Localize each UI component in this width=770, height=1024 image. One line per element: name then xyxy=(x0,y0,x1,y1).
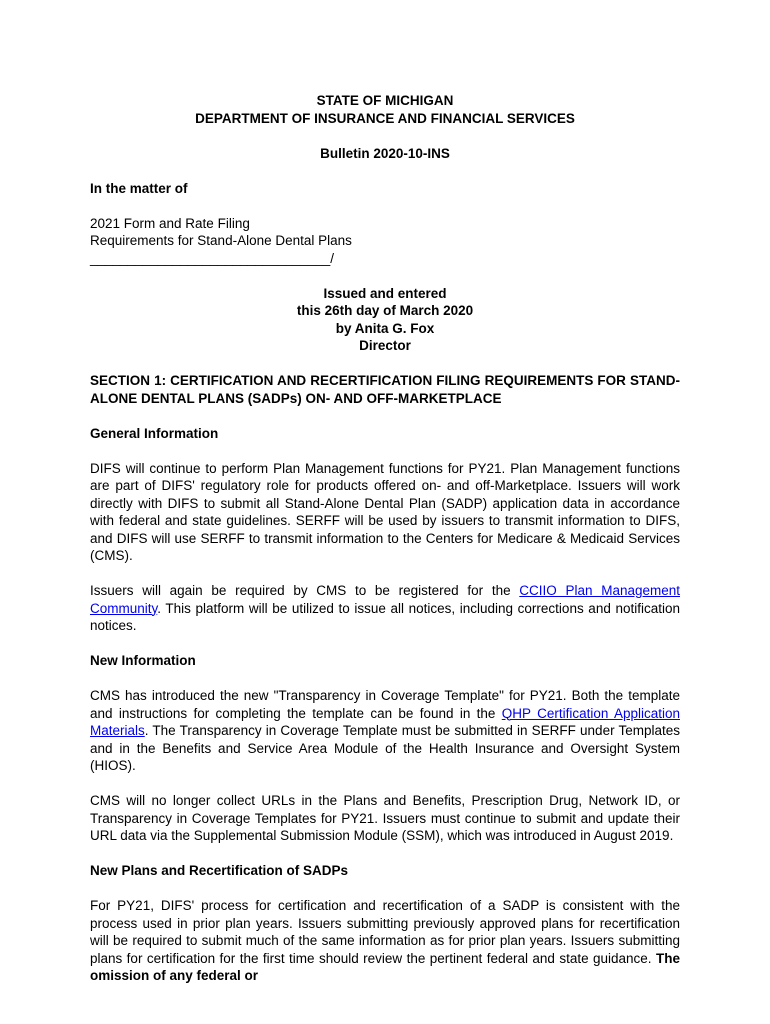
text-run: Issuers will again be required by CMS to be registered for the xyxy=(90,583,520,598)
text-run: . The Transparency in Coverage Template must be submitted in SERFF under Templates and in the Benefits and Service Area Module of the Health Insurance and Oversight System (HIOS). xyxy=(90,723,680,773)
matter-rule-line: ________________________________/ xyxy=(90,250,335,266)
bulletin-number: Bulletin 2020-10-INS xyxy=(320,145,450,161)
issued-date-line: this 26th day of March 2020 xyxy=(296,303,474,318)
department-title: DEPARTMENT OF INSURANCE AND FINANCIAL SERVICES xyxy=(195,110,575,126)
new-plans-paragraph-1 xyxy=(90,897,680,985)
issuance-block xyxy=(90,285,680,355)
general-information-paragraph-1: DIFS will continue to perform Plan Management functions for PY21. Plan Management functions are part of DIFS' regulatory role for products offered on- and off-Marketplace. Issuers will work directly with DIFS to submit all Stand-Alone Dental Plan (SADP) application data in accordance with federal and state guidelines. SERFF will be used by issuers to transmit information to DIFS, and DIFS will use SERFF to transmit information to the Centers for Medicare & Medicaid Services (CMS). xyxy=(90,460,680,563)
matter-description xyxy=(90,215,680,268)
section-1-heading: SECTION 1: CERTIFICATION AND RECERTIFICATION FILING REQUIREMENTS FOR STAND-ALONE DENTAL PLANS (SADPs) ON- AND OFF-MARKETPLACE xyxy=(90,373,680,406)
general-information-heading: General Information xyxy=(90,425,219,441)
state-title: STATE OF MICHIGAN xyxy=(316,93,454,108)
new-plans-heading: New Plans and Recertification of SADPs xyxy=(90,863,349,878)
agency-header xyxy=(90,92,680,127)
new-information-paragraph-2: CMS will no longer collect URLs in the Plans and Benefits, Prescription Drug, Network ID, or Transparency in Coverage Templates for PY21. Issuers must continue to submit and update their URL data via the Supplemental Submission Module (SSM), which was introduced in August 2019. xyxy=(90,793,680,843)
text-run: CMS has introduced the new "Transparency in Coverage Template" for PY21. Both the template and instructions for completing the template can be found in the xyxy=(90,688,680,721)
new-information-paragraph-1 xyxy=(90,687,680,775)
new-information-heading: New Information xyxy=(90,653,196,668)
cciio-plan-management-community-link[interactable]: CCIIO Plan Management Community xyxy=(90,583,680,616)
text-run: . This platform will be utilized to issue all notices, including corrections and notification notices. xyxy=(90,600,680,633)
text-run: For PY21, DIFS' process for certification and recertification of a SADP is consistent with the process used in prior plan years. Issuers submitting previously approved plans for recertification will be required to submit much of the same information as for prior plan years. Issuers submitting plans for certification for the first time should review the pertinent federal and state guidance. xyxy=(90,898,680,966)
issued-by-line: by Anita G. Fox xyxy=(335,320,435,336)
bold-warning-text: The omission of any federal or xyxy=(90,950,680,983)
issued-line: Issued and entered xyxy=(323,285,447,301)
matter-label: In the matter of xyxy=(90,180,188,196)
qhp-certification-application-materials-link[interactable]: QHP Certification Application Materials xyxy=(90,705,680,738)
issued-title-line: Director xyxy=(359,338,411,353)
general-information-paragraph-2 xyxy=(90,582,680,635)
matter-line-2: Requirements for Stand-Alone Dental Plans xyxy=(90,233,352,248)
matter-line-1: 2021 Form and Rate Filing xyxy=(90,215,250,231)
